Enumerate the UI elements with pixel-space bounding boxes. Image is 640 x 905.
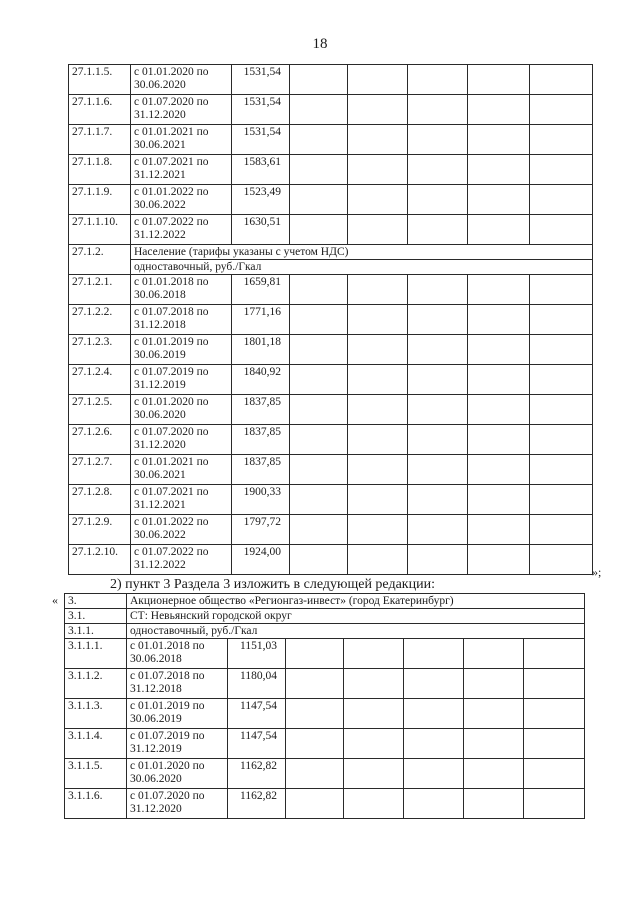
empty-cell bbox=[290, 365, 348, 395]
row-code: 27.1.2.1. bbox=[69, 275, 131, 305]
period-end: 31.12.2022 bbox=[134, 229, 186, 241]
header-text: одноставочный, руб./Гкал bbox=[127, 624, 585, 639]
empty-cell bbox=[530, 515, 593, 545]
row-value: 1531,54 bbox=[232, 95, 290, 125]
empty-cell bbox=[348, 95, 408, 125]
period-start: с 01.01.2021 по bbox=[134, 456, 209, 468]
empty-cell bbox=[408, 335, 468, 365]
period-start: с 01.01.2019 по bbox=[130, 700, 205, 712]
period-end: 31.12.2018 bbox=[130, 683, 182, 695]
empty-cell bbox=[290, 305, 348, 335]
period-start: с 01.07.2022 по bbox=[134, 216, 209, 228]
empty-cell bbox=[408, 275, 468, 305]
table-row bbox=[65, 759, 585, 789]
empty-cell bbox=[348, 185, 408, 215]
empty-cell bbox=[348, 65, 408, 95]
period-end: 30.06.2019 bbox=[130, 713, 182, 725]
period-end: 31.12.2020 bbox=[130, 803, 182, 815]
row-period bbox=[131, 275, 232, 305]
period-end: 30.06.2022 bbox=[134, 529, 186, 541]
empty-cell bbox=[404, 759, 464, 789]
empty-cell bbox=[530, 395, 593, 425]
empty-cell bbox=[286, 729, 344, 759]
empty-cell bbox=[468, 215, 530, 245]
empty-cell bbox=[464, 759, 524, 789]
table-row bbox=[69, 515, 593, 545]
empty-cell bbox=[530, 485, 593, 515]
amendment-instruction: 2) пункт 3 Раздела 3 изложить в следующей редакции: bbox=[110, 577, 435, 592]
empty-cell bbox=[468, 185, 530, 215]
empty-cell bbox=[348, 215, 408, 245]
row-value: 1147,54 bbox=[228, 729, 286, 759]
period-end: 30.06.2021 bbox=[134, 139, 186, 151]
empty-cell bbox=[290, 515, 348, 545]
row-code: 27.1.2.9. bbox=[69, 515, 131, 545]
empty-cell bbox=[348, 125, 408, 155]
period-end: 30.06.2020 bbox=[130, 773, 182, 785]
empty-cell bbox=[408, 455, 468, 485]
empty-cell bbox=[286, 669, 344, 699]
table-row bbox=[69, 65, 593, 95]
row-period bbox=[127, 759, 228, 789]
period-start: с 01.07.2020 по bbox=[130, 790, 205, 802]
empty-cell bbox=[344, 669, 404, 699]
empty-cell bbox=[286, 789, 344, 819]
empty-cell bbox=[290, 425, 348, 455]
empty-cell bbox=[344, 729, 404, 759]
empty-cell bbox=[524, 699, 585, 729]
empty-cell bbox=[408, 65, 468, 95]
row-period bbox=[131, 215, 232, 245]
empty-cell bbox=[468, 335, 530, 365]
empty-cell bbox=[404, 669, 464, 699]
row-code: 3.1.1.2. bbox=[65, 669, 127, 699]
empty-cell bbox=[530, 365, 593, 395]
row-code: 27.1.2.6. bbox=[69, 425, 131, 455]
row-code: 27.1.2.2. bbox=[69, 305, 131, 335]
row-period bbox=[131, 305, 232, 335]
empty-cell bbox=[530, 335, 593, 365]
row-period bbox=[127, 729, 228, 759]
empty-cell bbox=[344, 789, 404, 819]
row-code: 27.1.2.5. bbox=[69, 395, 131, 425]
empty-cell bbox=[290, 335, 348, 365]
section-row bbox=[69, 245, 593, 260]
empty-cell bbox=[464, 699, 524, 729]
empty-cell bbox=[404, 729, 464, 759]
empty-cell bbox=[468, 95, 530, 125]
row-value: 1659,81 bbox=[232, 275, 290, 305]
empty-cell bbox=[348, 155, 408, 185]
empty-cell bbox=[348, 485, 408, 515]
empty-cell bbox=[468, 425, 530, 455]
period-start: с 01.07.2018 по bbox=[130, 670, 205, 682]
empty-cell bbox=[286, 639, 344, 669]
empty-cell bbox=[290, 65, 348, 95]
section-title: Население (тарифы указаны с учетом НДС) bbox=[131, 245, 593, 260]
empty-cell bbox=[348, 335, 408, 365]
table-row bbox=[69, 425, 593, 455]
row-code: 27.1.2.10. bbox=[69, 545, 131, 575]
empty-cell bbox=[290, 455, 348, 485]
period-end: 30.06.2019 bbox=[134, 349, 186, 361]
period-end: 31.12.2021 bbox=[134, 499, 186, 511]
period-end: 31.12.2021 bbox=[134, 169, 186, 181]
empty-cell bbox=[408, 425, 468, 455]
empty-cell bbox=[408, 185, 468, 215]
row-value: 1630,51 bbox=[232, 215, 290, 245]
row-code: 27.1.2.4. bbox=[69, 365, 131, 395]
period-end: 30.06.2020 bbox=[134, 79, 186, 91]
empty-cell bbox=[530, 215, 593, 245]
row-period bbox=[131, 365, 232, 395]
empty-cell bbox=[468, 485, 530, 515]
period-start: с 01.07.2020 по bbox=[134, 96, 209, 108]
row-code: 27.1.2.8. bbox=[69, 485, 131, 515]
row-code: 27.1.1.6. bbox=[69, 95, 131, 125]
period-end: 30.06.2021 bbox=[134, 469, 186, 481]
row-value: 1180,04 bbox=[228, 669, 286, 699]
row-period bbox=[131, 185, 232, 215]
row-period bbox=[131, 455, 232, 485]
empty-cell bbox=[468, 545, 530, 575]
row-value: 1151,03 bbox=[228, 639, 286, 669]
row-period bbox=[131, 545, 232, 575]
row-value: 1837,85 bbox=[232, 455, 290, 485]
period-start: с 01.01.2020 по bbox=[134, 396, 209, 408]
empty-cell bbox=[468, 395, 530, 425]
header-row bbox=[65, 594, 585, 609]
tariff-table-1 bbox=[68, 64, 593, 575]
table-row bbox=[65, 699, 585, 729]
table-row bbox=[65, 669, 585, 699]
empty-cell bbox=[290, 155, 348, 185]
empty-cell bbox=[530, 95, 593, 125]
closing-quote: »; bbox=[592, 565, 602, 579]
empty-cell bbox=[286, 759, 344, 789]
table-row bbox=[69, 155, 593, 185]
row-value: 1523,49 bbox=[232, 185, 290, 215]
empty-cell bbox=[408, 365, 468, 395]
opening-quote: « bbox=[52, 593, 58, 607]
period-start: с 01.01.2022 по bbox=[134, 186, 209, 198]
empty-cell bbox=[344, 639, 404, 669]
empty-cell bbox=[530, 65, 593, 95]
row-period bbox=[131, 515, 232, 545]
row-value: 1837,85 bbox=[232, 395, 290, 425]
table-row bbox=[69, 365, 593, 395]
period-end: 31.12.2019 bbox=[130, 743, 182, 755]
row-value: 1531,54 bbox=[232, 125, 290, 155]
empty-cell bbox=[468, 125, 530, 155]
row-code: 27.1.2.3. bbox=[69, 335, 131, 365]
row-value: 1531,54 bbox=[232, 65, 290, 95]
row-code: 27.1.1.10. bbox=[69, 215, 131, 245]
empty-cell bbox=[408, 395, 468, 425]
empty-cell bbox=[468, 365, 530, 395]
empty-cell bbox=[290, 215, 348, 245]
row-value: 1801,18 bbox=[232, 335, 290, 365]
row-period bbox=[131, 125, 232, 155]
empty-cell bbox=[524, 669, 585, 699]
empty-cell bbox=[464, 639, 524, 669]
table-row bbox=[69, 305, 593, 335]
empty-cell bbox=[348, 395, 408, 425]
empty-cell bbox=[530, 185, 593, 215]
page-number: 18 bbox=[312, 36, 328, 52]
table-row bbox=[69, 275, 593, 305]
table-row bbox=[69, 215, 593, 245]
period-end: 30.06.2018 bbox=[134, 289, 186, 301]
empty-cell bbox=[468, 305, 530, 335]
row-value: 1583,61 bbox=[232, 155, 290, 185]
empty-cell bbox=[464, 669, 524, 699]
empty-cell bbox=[286, 699, 344, 729]
empty-cell bbox=[464, 789, 524, 819]
row-value: 1900,33 bbox=[232, 485, 290, 515]
empty-cell bbox=[348, 455, 408, 485]
row-period bbox=[131, 155, 232, 185]
period-start: с 01.01.2020 по bbox=[134, 66, 209, 78]
empty-cell bbox=[468, 515, 530, 545]
row-period bbox=[127, 789, 228, 819]
empty-cell bbox=[408, 215, 468, 245]
row-code: 3.1.1.6. bbox=[65, 789, 127, 819]
empty-cell bbox=[348, 305, 408, 335]
row-code: 27.1.2.7. bbox=[69, 455, 131, 485]
row-value: 1797,72 bbox=[232, 515, 290, 545]
empty-cell bbox=[530, 455, 593, 485]
table-row bbox=[69, 335, 593, 365]
period-end: 31.12.2018 bbox=[134, 319, 186, 331]
empty-cell bbox=[468, 275, 530, 305]
row-code: 27.1.1.5. bbox=[69, 65, 131, 95]
period-end: 30.06.2022 bbox=[134, 199, 186, 211]
row-value: 1162,82 bbox=[228, 759, 286, 789]
row-value: 1771,16 bbox=[232, 305, 290, 335]
table-row bbox=[65, 789, 585, 819]
row-period bbox=[131, 95, 232, 125]
section-subtitle-row bbox=[69, 260, 593, 275]
period-start: с 01.07.2021 по bbox=[134, 486, 209, 498]
table-row bbox=[69, 395, 593, 425]
header-row bbox=[65, 624, 585, 639]
row-period bbox=[131, 485, 232, 515]
row-code: 27.1.1.8. bbox=[69, 155, 131, 185]
header-text: СТ: Невьянский городской округ bbox=[127, 609, 585, 624]
empty-cell bbox=[290, 545, 348, 575]
row-period bbox=[131, 65, 232, 95]
empty-cell bbox=[408, 545, 468, 575]
period-start: с 01.01.2021 по bbox=[134, 126, 209, 138]
row-period bbox=[127, 699, 228, 729]
period-end: 31.12.2022 bbox=[134, 559, 186, 571]
period-start: с 01.07.2021 по bbox=[134, 156, 209, 168]
section-subtitle: одноставочный, руб./Гкал bbox=[131, 260, 593, 275]
row-period bbox=[131, 335, 232, 365]
period-end: 31.12.2019 bbox=[134, 379, 186, 391]
empty-cell bbox=[524, 729, 585, 759]
period-start: с 01.07.2019 по bbox=[130, 730, 205, 742]
empty-cell bbox=[290, 485, 348, 515]
table-row bbox=[69, 545, 593, 575]
empty-cell bbox=[348, 425, 408, 455]
period-end: 31.12.2020 bbox=[134, 439, 186, 451]
empty-cell bbox=[530, 275, 593, 305]
row-period bbox=[131, 425, 232, 455]
tariff-table-2 bbox=[64, 593, 585, 819]
table-row bbox=[65, 729, 585, 759]
table-row bbox=[69, 95, 593, 125]
table-row bbox=[69, 455, 593, 485]
empty-cell bbox=[468, 65, 530, 95]
period-start: с 01.07.2019 по bbox=[134, 366, 209, 378]
period-start: с 01.07.2018 по bbox=[134, 306, 209, 318]
empty-cell bbox=[524, 639, 585, 669]
period-start: с 01.01.2020 по bbox=[130, 760, 205, 772]
header-text: Акционерное общество «Регионгаз-инвест» (город Екатеринбург) bbox=[127, 594, 585, 609]
header-code: 3.1. bbox=[65, 609, 127, 624]
table-row bbox=[69, 125, 593, 155]
empty-cell bbox=[530, 155, 593, 185]
empty-cell bbox=[408, 515, 468, 545]
empty-cell bbox=[404, 639, 464, 669]
table-row bbox=[69, 185, 593, 215]
row-code: 27.1.1.7. bbox=[69, 125, 131, 155]
period-start: с 01.07.2020 по bbox=[134, 426, 209, 438]
empty-cell bbox=[404, 699, 464, 729]
period-start: с 01.01.2019 по bbox=[134, 336, 209, 348]
empty-cell bbox=[404, 789, 464, 819]
header-code: 3. bbox=[65, 594, 127, 609]
row-value: 1162,82 bbox=[228, 789, 286, 819]
empty-cell bbox=[408, 155, 468, 185]
header-code: 3.1.1. bbox=[65, 624, 127, 639]
row-value: 1924,00 bbox=[232, 545, 290, 575]
empty-cell bbox=[348, 275, 408, 305]
period-end: 30.06.2018 bbox=[130, 653, 182, 665]
empty-cell bbox=[344, 759, 404, 789]
empty-cell bbox=[530, 305, 593, 335]
empty-cell bbox=[290, 275, 348, 305]
empty-cell bbox=[408, 95, 468, 125]
row-code: 27.1.1.9. bbox=[69, 185, 131, 215]
empty-cell bbox=[468, 155, 530, 185]
period-start: с 01.07.2022 по bbox=[134, 546, 209, 558]
empty-cell bbox=[530, 545, 593, 575]
section-code: 27.1.2. bbox=[69, 245, 131, 275]
empty-cell bbox=[408, 485, 468, 515]
empty-cell bbox=[408, 305, 468, 335]
empty-cell bbox=[530, 125, 593, 155]
empty-cell bbox=[464, 729, 524, 759]
empty-cell bbox=[468, 455, 530, 485]
empty-cell bbox=[290, 125, 348, 155]
row-value: 1837,85 bbox=[232, 425, 290, 455]
row-value: 1840,92 bbox=[232, 365, 290, 395]
row-period bbox=[127, 669, 228, 699]
empty-cell bbox=[348, 365, 408, 395]
empty-cell bbox=[348, 515, 408, 545]
row-code: 3.1.1.1. bbox=[65, 639, 127, 669]
empty-cell bbox=[344, 699, 404, 729]
row-code: 3.1.1.5. bbox=[65, 759, 127, 789]
period-end: 30.06.2020 bbox=[134, 409, 186, 421]
empty-cell bbox=[524, 759, 585, 789]
period-start: с 01.01.2022 по bbox=[134, 516, 209, 528]
row-period bbox=[131, 395, 232, 425]
empty-cell bbox=[290, 185, 348, 215]
empty-cell bbox=[524, 789, 585, 819]
empty-cell bbox=[348, 545, 408, 575]
table-row bbox=[69, 485, 593, 515]
empty-cell bbox=[290, 395, 348, 425]
period-end: 31.12.2020 bbox=[134, 109, 186, 121]
row-period bbox=[127, 639, 228, 669]
row-code: 3.1.1.3. bbox=[65, 699, 127, 729]
period-start: с 01.01.2018 по bbox=[130, 640, 205, 652]
period-start: с 01.01.2018 по bbox=[134, 276, 209, 288]
table-row bbox=[65, 639, 585, 669]
empty-cell bbox=[530, 425, 593, 455]
empty-cell bbox=[290, 95, 348, 125]
header-row bbox=[65, 609, 585, 624]
empty-cell bbox=[408, 125, 468, 155]
row-value: 1147,54 bbox=[228, 699, 286, 729]
row-code: 3.1.1.4. bbox=[65, 729, 127, 759]
